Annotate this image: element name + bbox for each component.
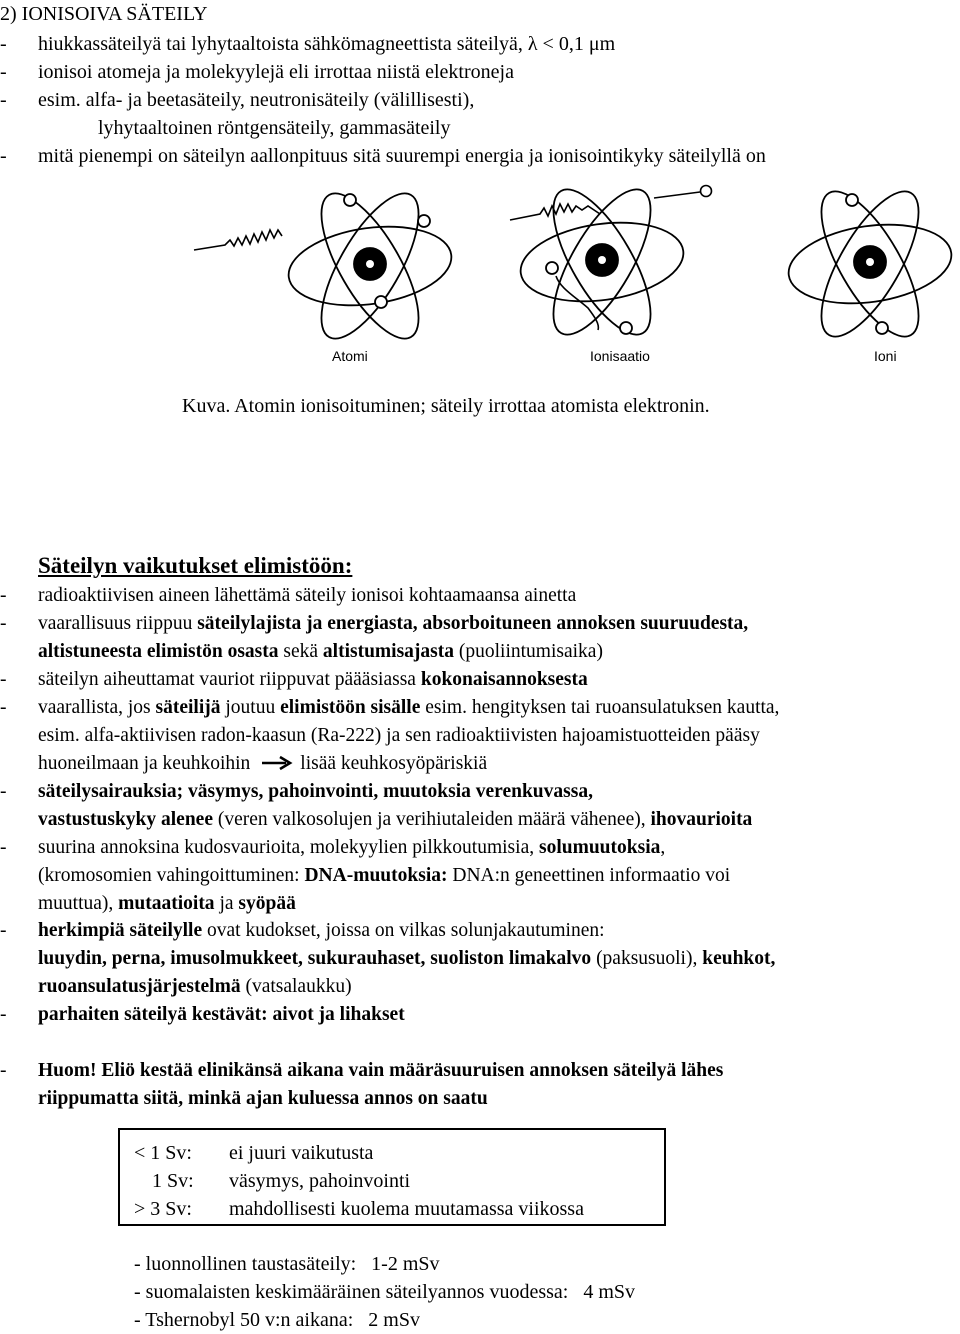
dose-effect: väsymys, pahoinvointi (229, 1170, 411, 1192)
list-item (0, 1057, 723, 1085)
bold-text: ihovaurioita (650, 809, 753, 830)
list-item-continuation (38, 862, 730, 890)
bullet-dash: - (0, 669, 7, 690)
dose-effect: ei juuri vaikutusta (229, 1142, 374, 1164)
list-item-continuation (38, 945, 775, 973)
text-span: ja (214, 893, 239, 914)
bullet-dash: - (0, 1060, 7, 1081)
text-span: (kromosomien vahingoittuminen: (38, 865, 305, 886)
list-item-continuation: esim. alfa-aktiivisen radon-kaasun (Ra-222) ja sen radioaktiivisten hajoamistuotteiden pääsy (38, 725, 760, 746)
text-span: suurina annoksina kudosvaurioita, molekyylien pilkkoutumisia, (38, 837, 539, 858)
bullet-dash: - (0, 145, 7, 167)
list-item-continuation: lyhytaaltoinen röntgensäteily, gammasäteily (98, 117, 451, 139)
list-item: - Tshernobyl 50 v:n aikana: 2 mSv (134, 1309, 420, 1331)
text-span: lisää keuhkosyöpäriskiä (300, 753, 488, 774)
list-item-text: hiukkassäteilyä tai lyhytaaltoista sähkömagneettista säteilyä, λ < 0,1 μm (38, 33, 616, 55)
bullet-dash: - (0, 697, 7, 718)
list-item-continuation (38, 890, 296, 918)
list-item (0, 1001, 405, 1029)
list-item (0, 86, 474, 114)
bold-text: elimistöön sisälle (280, 697, 421, 718)
bullet-dash: - (0, 585, 7, 606)
bold-text: mutaatioita (118, 893, 215, 914)
text-span: (paksusuoli), (591, 948, 703, 969)
bullet-dash: - (0, 613, 7, 634)
list-item (0, 778, 593, 806)
arrow-right-icon (260, 755, 294, 771)
bold-text: vastustuskyky alenee (38, 809, 213, 830)
bold-text: riippumatta siitä, minkä ajan kuluessa annos on saatu (38, 1088, 488, 1109)
list-item-text: ionisoi atomeja ja molekyylejä eli irrottaa niistä elektroneja (38, 61, 514, 83)
list-item (0, 694, 779, 722)
bold-text: DNA-muutoksia: (304, 865, 448, 886)
bullet-dash: - (0, 89, 7, 111)
list-item (0, 30, 615, 58)
bold-text: luuydin, perna, imusolmukkeet, sukurauhaset, suoliston limakalvo (38, 948, 592, 969)
list-item (0, 58, 514, 86)
bold-text: Huom! Eliö kestää elinikänsä aikana vain määräsuuruisen annoksen säteilyä lähes (38, 1060, 724, 1081)
dose-effect: mahdollisesti kuolema muutamassa viikossa (229, 1198, 584, 1220)
figure-label-atom: Atomi (332, 348, 368, 364)
bullet-dash: - (0, 1004, 7, 1025)
list-item (0, 666, 588, 694)
bullet-dash: - (0, 920, 7, 941)
list-item (0, 917, 605, 945)
bold-text: altistuneesta elimistön osasta (38, 641, 279, 662)
list-item-text: mitä pienempi on säteilyn aallonpituus sitä suurempi energia ja ionisointikyky säteilyllä on (38, 145, 766, 167)
text-span: (puoliintumisaika) (454, 641, 603, 662)
figure-label-ionisation: Ionisaatio (590, 348, 650, 364)
list-item-text: esim. alfa- ja beetasäteily, neutronisäteily (välillisesti), (38, 89, 475, 111)
list-item-continuation (38, 638, 603, 666)
table-row (134, 1139, 373, 1167)
radiation-wave-icon (194, 230, 282, 250)
text-span: , (660, 837, 666, 858)
list-item: - luonnollinen taustasäteily: 1-2 mSv (134, 1253, 440, 1275)
list-item (0, 142, 766, 170)
bold-text: ruoansulatusjärjestelmä (38, 976, 241, 997)
text-span: vaarallista, jos (38, 697, 156, 718)
dose-value: < 1 Sv: (134, 1142, 192, 1164)
bullet-dash: - (0, 781, 7, 802)
text-span: esim. hengityksen tai ruoansulatuksen kautta, (420, 697, 780, 718)
text-span: huoneilmaan ja keuhkoihin (38, 753, 251, 774)
bold-text: parhaiten säteilyä kestävät: aivot ja lihakset (38, 1004, 405, 1025)
text-span: (veren valkosolujen ja verihiutaleiden määrä vähenee), (213, 809, 651, 830)
atom-icon (516, 178, 689, 348)
section-heading: 2) IONISOIVA SÄTEILY (0, 3, 208, 25)
bold-text: säteilijä (155, 697, 221, 718)
table-row (134, 1195, 584, 1223)
list-item-continuation (38, 750, 487, 778)
bold-text: säteilysairauksia; väsymys, pahoinvointi, muutoksia verenkuvassa, (38, 781, 593, 802)
text-span: vaarallisuus riippuu (38, 613, 198, 634)
list-item-text: radioaktiivisen aineen lähettämä säteily ionisoi kohtaamaansa ainetta (38, 585, 577, 606)
list-item-continuation (38, 806, 752, 834)
bold-text: säteilylajista ja energiasta, absorboituneen annoksen suuruudesta, (197, 613, 749, 634)
list-item (0, 582, 576, 610)
table-row (134, 1167, 410, 1195)
bold-text: herkimpiä säteilylle (38, 920, 203, 941)
list-item-continuation (38, 973, 352, 1001)
figure-label-ion: Ioni (874, 348, 897, 364)
bold-text: solumuutoksia (538, 837, 661, 858)
atom-icon (284, 180, 457, 352)
figure-caption: Kuva. Atomin ionisoituminen; säteily irrottaa atomista elektronin. (182, 395, 710, 417)
bullet-dash: - (0, 61, 7, 83)
list-item (0, 610, 748, 638)
list-item (0, 834, 665, 862)
text-span: muuttua), (38, 893, 119, 914)
ion-icon (784, 178, 957, 350)
list-item: - suomalaisten keskimääräinen säteilyannos vuodessa: 4 mSv (134, 1281, 636, 1303)
text-span: sekä (278, 641, 323, 662)
section-heading: Säteilyn vaikutukset elimistöön: (38, 553, 353, 578)
text-span: ovat kudokset, joissa on vilkas solunjakautuminen: (202, 920, 605, 941)
bold-text: keuhkot, (702, 948, 776, 969)
bullet-dash: - (0, 837, 7, 858)
dose-table (118, 1128, 666, 1226)
text-span: säteilyn aiheuttamat vauriot riippuvat päääsiassa (38, 669, 421, 690)
list-item-continuation (38, 1085, 488, 1113)
bold-text: kokonaisannoksesta (420, 669, 588, 690)
dose-value: > 3 Sv: (134, 1198, 192, 1220)
bullet-dash: - (0, 33, 7, 55)
ionization-figure (180, 178, 960, 378)
dose-value: 1 Sv: (152, 1170, 194, 1192)
bold-text: syöpää (238, 893, 296, 914)
text-span: DNA:n geneettinen informaatio voi (447, 865, 731, 886)
text-span: joutuu (220, 697, 281, 718)
bold-text: altistumisajasta (322, 641, 454, 662)
text-span: (vatsalaukku) (240, 976, 352, 997)
